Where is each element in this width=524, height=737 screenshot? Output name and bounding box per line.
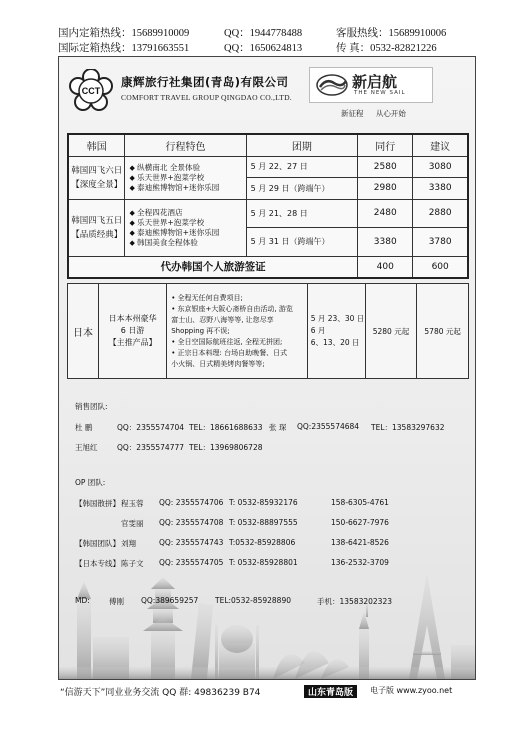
tour-tag: 【品质经典】 [71,229,123,240]
suggested-price: 3080 [413,156,468,178]
qq-1 [224,25,302,40]
tour-date: 5 月 31 日（跨端午） [246,228,358,257]
date-line: 6、13、20 日 [310,338,360,347]
sales-tel: TEL：13969806728 [189,443,263,452]
suggested-price: 3380 [413,178,468,200]
flyer-panel [58,56,476,680]
op-mobile: 150-6627-7976 [331,518,389,527]
footer [58,685,478,699]
feature-item: ◆ 泰迪熊博物馆+迷你乐园 [129,228,245,238]
feature-line: • 全程无任何自费项目; [171,293,243,302]
peer-price: 2480 [358,199,413,227]
op-qq: QQ: 2355574706 [159,498,224,507]
op-name: 程玉蓉 [121,499,144,508]
op-name: 陈子文 [121,559,144,568]
op-tel: T: 0532-85928801 [229,558,298,567]
tour-date: 5 月 22、27 日 [246,156,358,178]
visa-suggested-price: 600 [413,256,468,278]
cct-emblem-text: CCT [81,86,101,96]
op-tel: T: 0532-85932176 [229,498,298,507]
sales-team-title: 销售团队: [75,402,108,411]
md-tel: TEL:0532-85928890 [215,596,291,605]
header-suggested-price: 建议 [413,134,468,156]
new-sail-name-en: THE NEW SAIL [354,90,406,96]
op-name: 刘翔 [121,539,136,548]
op-team-title: OP 团队: [75,478,106,487]
op-group: 【日本专线】 [75,559,120,568]
header-country: 韩国 [68,134,125,156]
op-qq: QQ: 2355574705 [159,558,224,567]
sales-tel: TEL：13583297632 [371,423,445,432]
sales-qq: QQ：2355574704 [117,423,185,432]
service-hotline-phone: 15689910006 [388,28,447,39]
op-mobile: 136-2532-3709 [331,558,389,567]
md-mobile: 手机：13583202323 [317,597,392,606]
feature-item: ◆ 全程四花酒店 [129,208,245,218]
op-mobile: 158-6305-4761 [331,498,389,507]
slogan-part-2: 从心开始 [375,109,406,118]
slogan-part-1: 新征程 [341,109,364,118]
tour-date: 5 月 21、28 日 [246,199,358,227]
domestic-hotline [58,25,189,40]
feature-item: ◆ 乐天世界+泡菜学校 [129,173,245,183]
contacts-section [59,57,476,680]
md-name: 傅刚 [109,597,124,606]
header-dates: 团期 [246,134,358,156]
company-name-cn: 康辉旅行社集团(青岛)有限公司 [121,75,289,89]
feature-item: ◆ 韩国美食全程体验 [129,238,245,248]
fax-label: 传 真： [336,43,371,54]
tour-tag: 【深度全景】 [71,179,123,190]
qq-1-number: 1944778488 [249,28,303,39]
suggested-price: 3780 [413,228,468,257]
feature-line: • 全日空国际航班往返, 全程无拼团; [171,337,283,346]
op-tel: T:0532-85928806 [229,538,296,547]
op-qq: QQ: 2355574743 [159,538,224,547]
visa-service-label: 代办韩国个人旅游签证 [68,256,358,278]
qq-1-label: QQ： [224,28,250,39]
service-hotline-label: 客服热线： [336,28,389,39]
domestic-hotline-label: 国内定箱热线： [58,28,132,39]
feature-line: 小火锅、日式精美烤肉餐等等; [171,359,265,368]
tour-date: 5 月 29 日（跨端午） [246,178,358,200]
feature-line: • 正宗日本料理: 台场自助晚餐、日式 [171,348,288,357]
peer-price: 3380 [358,228,413,257]
suggested-price: 2880 [413,199,468,227]
header-peer-price: 同行 [358,134,413,156]
op-name: 官雯丽 [121,519,144,528]
date-line: 6 月 [310,326,326,335]
sales-name: 张 琛 [269,423,287,432]
sales-name: 王旭红 [75,443,98,452]
tour-name-line: 韩国四飞六日 [71,165,123,176]
op-qq: QQ: 2355574708 [159,518,224,527]
feature-item: ◆ 泰迪熊博物馆+迷你乐园 [129,183,245,193]
md-qq: QQ:389659257 [141,596,199,605]
company-name-en: COMFORT TRAVEL GROUP QINGDAO CO.,LTD. [121,93,292,102]
sales-qq: QQ：2355574777 [117,443,185,452]
japan-country-label: 日本 [68,284,99,379]
intl-hotline-label: 国际定箱热线： [58,43,132,54]
product-line: 日本本州豪华 [108,314,157,323]
japan-suggested-price: 5780 元起 [417,284,469,379]
feature-line: Shopping 再不误; [171,326,230,335]
fax-number: 0532-82821226 [370,43,437,54]
peer-price: 2580 [358,156,413,178]
intl-hotline-phone: 13791663551 [131,43,190,54]
feature-line: 富士山、忍野八海等等, 让您尽享 [171,315,274,324]
sales-name: 杜 鹏 [75,423,93,432]
peer-price: 2980 [358,178,413,200]
sales-qq: QQ:2355574684 [297,422,360,431]
qq-2 [224,40,302,55]
op-tel: T: 0532-88897555 [229,518,298,527]
service-hotline [336,25,446,40]
op-mobile: 138-6421-8526 [331,538,389,547]
footer-website: 电子版 www.zyoo.net [370,686,453,695]
product-tag: 【主推产品】 [108,338,157,347]
visa-peer-price: 400 [358,256,413,278]
domestic-hotline-phone: 15689910009 [131,28,190,39]
op-group: 【韩国团队】 [75,539,120,548]
qq-2-label: QQ： [224,43,250,54]
japan-peer-price: 5280 元起 [365,284,417,379]
feature-item: ◆ 纵横南北 全景体验 [129,163,245,173]
sales-tel: TEL：18661688633 [189,423,263,432]
product-line: 6 日游 [120,326,145,335]
tour-name-line: 韩国四飞五日 [71,215,123,226]
feature-item: ◆ 乐天世界+泡菜学校 [129,218,245,228]
fax [336,40,437,55]
new-sail-name-cn: 新启航 [352,73,398,91]
md-label: MD: [75,596,90,605]
edition-badge: 山东青岛版 [304,685,357,698]
feature-line: • 东京银座+大阪心斋桥自由活动, 游览 [171,304,293,313]
date-line: 5 月 23、30 日 [310,314,365,323]
footer-qq-group: “信游天下”同业业务交流 QQ 群: 49836239 B74 [60,688,261,698]
header-features: 行程特色 [125,134,246,156]
qq-2-number: 1650624813 [249,43,303,54]
intl-hotline [58,40,189,55]
op-group: 【韩国散拼】 [75,499,120,508]
